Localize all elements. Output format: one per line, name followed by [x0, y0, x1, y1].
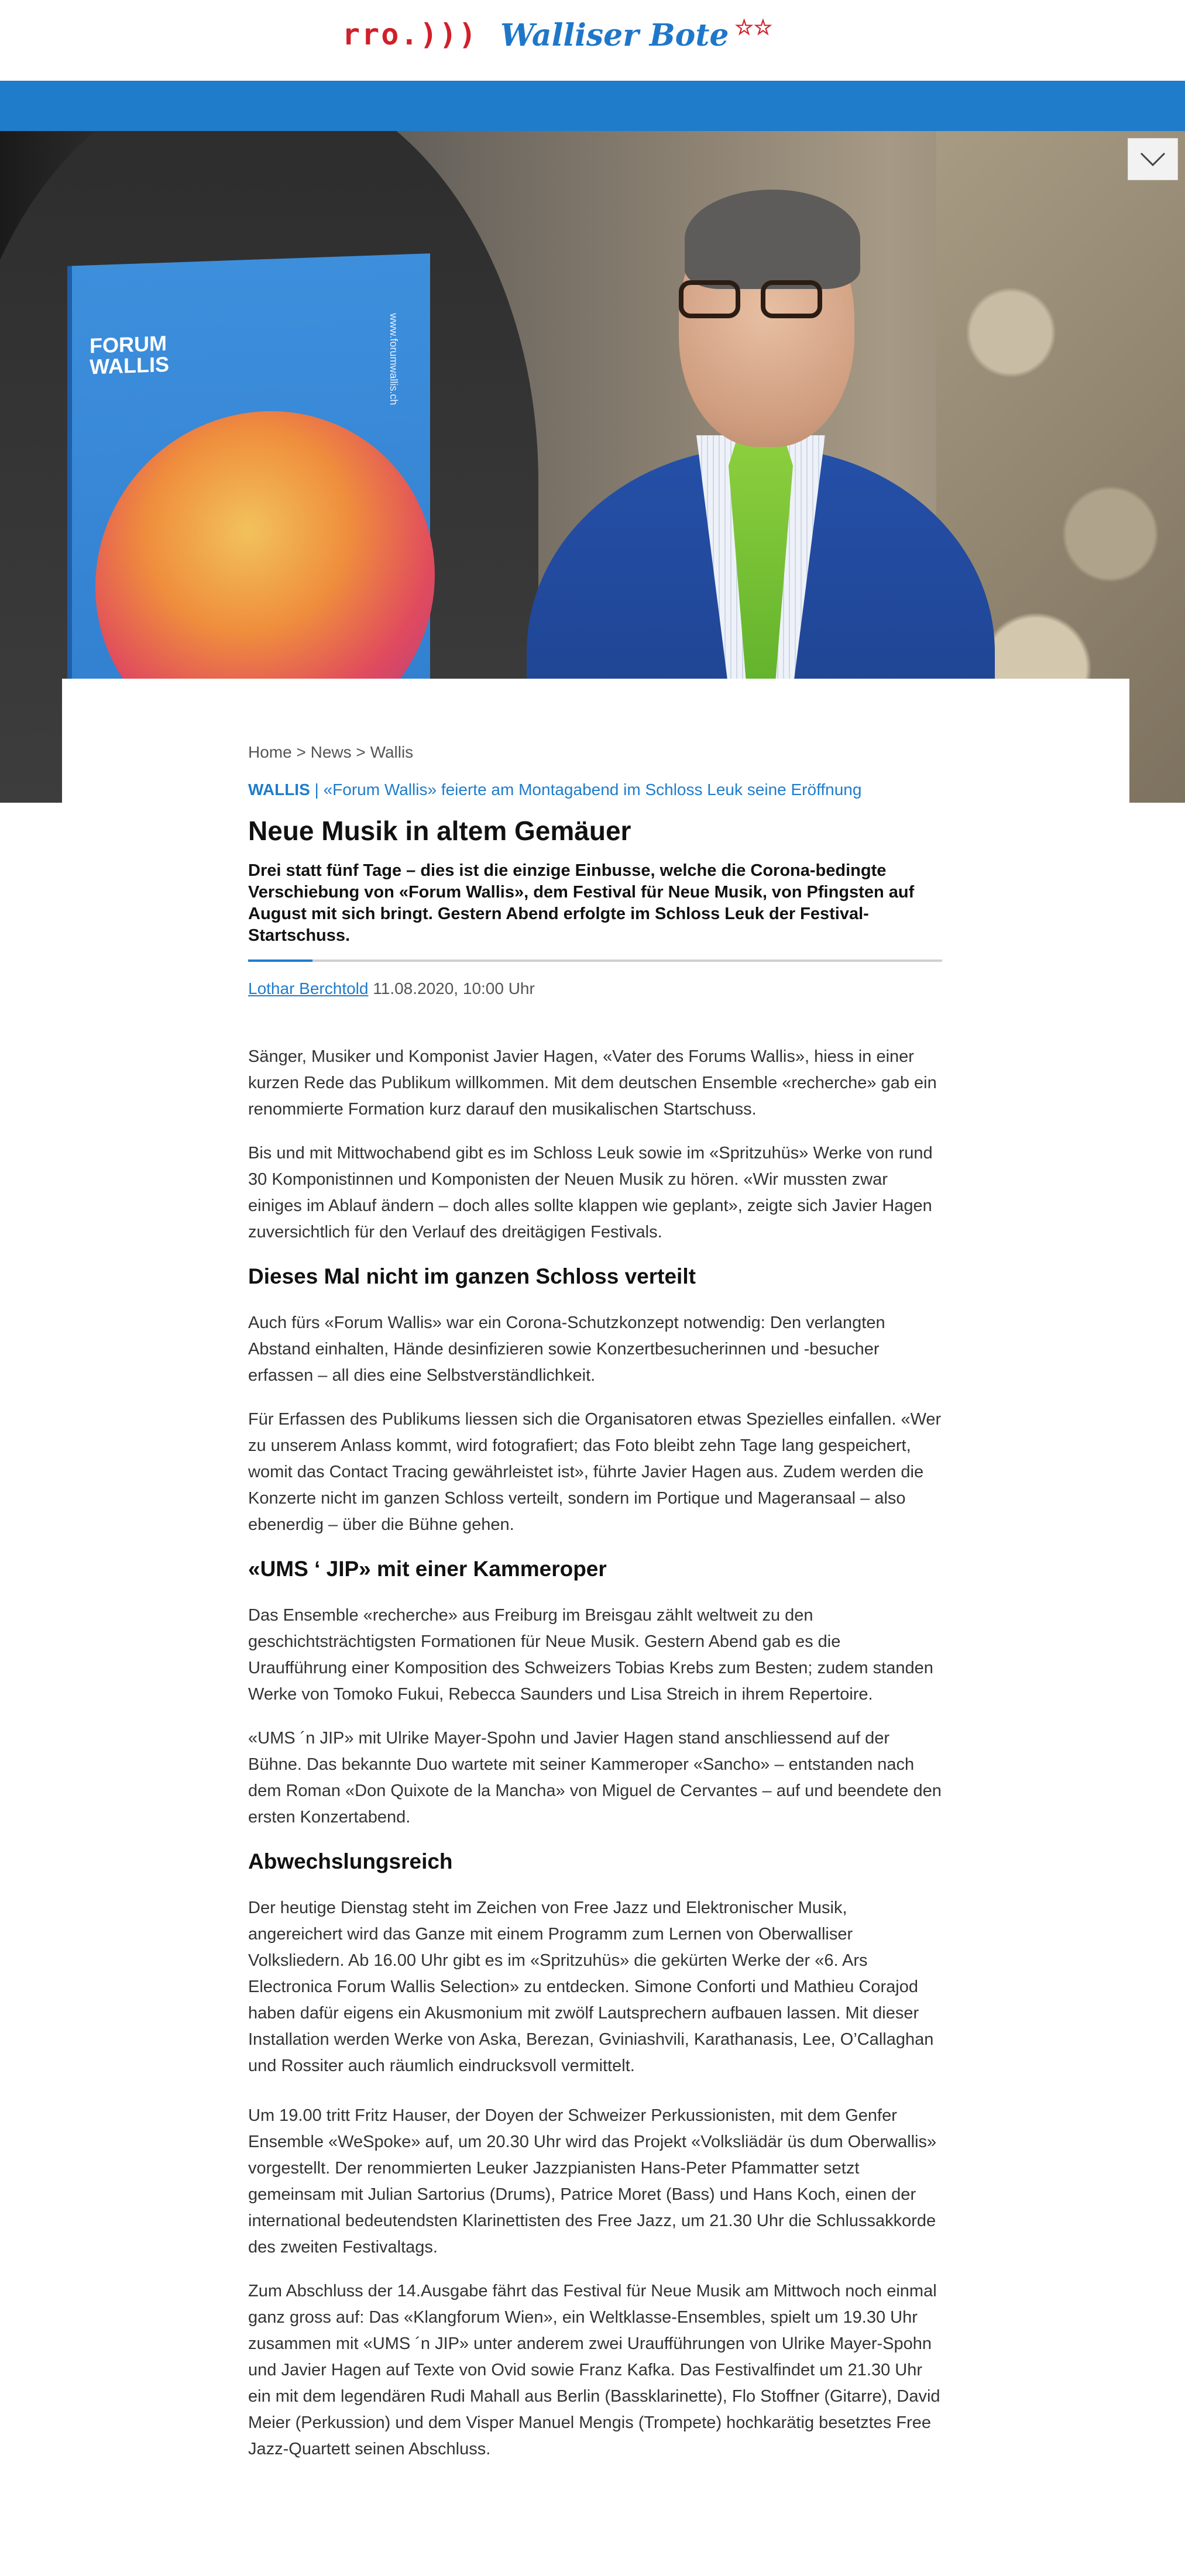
walliser-bote-logo[interactable]: [500, 15, 772, 53]
paragraph: Um 19.00 tritt Fritz Hauser, der Doyen der Schweizer Perkussionisten, mit dem Genfer Ensemble «WeSpoke» auf, um 20.30 Uhr wird das Projekt «Volksliädär üs dum Oberwallis» vorgestellt. Der renommierten Leuker Jazzpianisten Hans-Peter Pfammatter setzt gemeinsam mit Julian Sartorius (Drums), Patrice Moret (Bass) und Hans Koch, einen der international bedeutendsten Klarinettisten des Free Jazz, um 21.30 Uhr die Schlussakkorde des zweiten Festivaltags.: [248, 2106, 937, 2257]
subheading: Abwechslungsreich: [248, 1849, 453, 1873]
article-category[interactable]: WALLIS: [248, 780, 310, 799]
subheading: «UMS ‘ JIP» mit einer Kammeroper: [248, 1557, 607, 1581]
paragraph: Das Ensemble «recherche» aus Freiburg im Breisgau zählt weltweit zu den geschichtsträchtigsten Formationen für Neue Musik. Gestern Abend gab es die Uraufführung einer Komposition des Schweizers Tobias Krebs zum Besten; zudem standen Werke von Tomoko Fukui, Rebecca Saunders und Lisa Streich in ihrem Repertoire.: [248, 1606, 933, 1704]
walliser-bote-logo-text: Walliser Bote: [500, 18, 729, 53]
subheading: Dieses Mal nicht im ganzen Schloss verteilt: [248, 1264, 696, 1288]
collapse-button[interactable]: [1128, 138, 1178, 180]
paragraph: Auch fürs «Forum Wallis» war ein Corona-Schutzkonzept notwendig: Den verlangten Abstand einhalten, Hände desinfizieren sowie Konzertbesucherinnen und -besucher erfassen – all dies eine Selbstverständlichkeit.: [248, 1313, 885, 1385]
navigation-bar: [0, 81, 1185, 131]
breadcrumb-separator: >: [356, 743, 366, 761]
article-body: [248, 1044, 942, 2462]
paragraph: «UMS ´n JIP» mit Ulrike Mayer-Spohn und Javier Hagen stand anschliessend auf der Bühne. Das bekannte Duo wartete mit seiner Kammeroper «Sancho» – entstanden nach dem Roman «Don Quixote de la Mancha» von Miguel de Cervantes – auf und beendete den ersten Konzertabend.: [248, 1729, 942, 1827]
breadcrumb-separator: >: [296, 743, 306, 761]
breadcrumb-wallis[interactable]: Wallis: [370, 743, 414, 761]
breadcrumb: [248, 743, 942, 762]
lead-divider: [248, 959, 942, 962]
speaker-glasses: [679, 280, 825, 321]
breadcrumb-home[interactable]: Home: [248, 743, 292, 761]
article-kicker: [248, 780, 942, 799]
author-link[interactable]: Lothar Berchtold: [248, 979, 369, 998]
paragraph: Sänger, Musiker und Komponist Javier Hagen, «Vater des Forums Wallis», hiess in einer kurzen Rede das Publikum willkommen. Mit dem deutschen Ensemble «recherche» gab ein renommierte Formation kurz darauf den musikalischen Startschuss.: [248, 1047, 937, 1119]
breadcrumb-news[interactable]: News: [310, 743, 352, 761]
article: [248, 743, 942, 2480]
logo-stars-icon: ☆☆: [734, 15, 772, 40]
speaker-hair: [685, 190, 860, 289]
paragraph: Für Erfassen des Publikums liessen sich die Organisatoren etwas Spezielles einfallen. «Wer zu unserem Anlass kommt, wird fotografiert; das Foto bleibt zehn Tage lang gespeichert, womit das Contact Tracing gewährleistet ist», führte Javier Hagen aus. Zudem werden die Konzerte nicht im ganzen Schloss verteilt, sondern im Portique und Mageransaal – also ebenerdig – über die Bühne gehen.: [248, 1410, 942, 1534]
kicker-text: «Forum Wallis» feierte am Montagabend im Schloss Leuk seine Eröffnung: [323, 780, 862, 799]
divider-accent: [248, 959, 312, 962]
poster-url: www.forumwallis.ch: [388, 312, 400, 405]
kicker-separator: |: [314, 780, 319, 799]
article-byline: [248, 979, 942, 998]
paragraph: Bis und mit Mittwochabend gibt es im Schloss Leuk sowie im «Spritzuhüs» Werke von rund 30 Komponistinnen und Komponisten der Neuen Musik zu hören. «Wir mussten zwar einiges im Ablauf ändern – doch alles sollte klappen wie geplant», zeigte sich Javier Hagen zuversichtlich für den Verlauf des dreitägigen Festivals.: [248, 1144, 933, 1241]
publish-date: 11.08.2020, 10:00 Uhr: [373, 979, 535, 998]
article-headline: Neue Musik in altem Gemäuer: [248, 816, 631, 846]
site-header: [0, 0, 1185, 81]
paragraph: Zum Abschluss der 14.Ausgabe fährt das Festival für Neue Musik am Mittwoch noch einmal ganz gross auf: Das «Klangforum Wien», ein Weltklasse-Ensembles, spielt um 19.30 Uhr zusammen mit «UMS ´n JIP» unter anderem zwei Uraufführungen von Ulrike Mayer-Spohn und Javier Hagen auf Texte von Ovid sowie Franz Kafka. Das Festivalfindet um 21.30 Uhr ein mit dem legendären Rudi Mahall aus Berlin (Bassklarinette), Flo Stoffner (Gitarre), David Meier (Perkussion) und dem Visper Manuel Mengis (Trompete) hochkarätig besetztes Free Jazz-Quartett seinen Abschluss.: [248, 2282, 940, 2458]
paragraph: Der heutige Dienstag steht im Zeichen von Free Jazz und Elektronischer Musik, angereichert wird das Ganze mit einem Programm zum Lernen von Oberwalliser Volksliedern. Ab 16.00 Uhr gibt es im «Spritzuhüs» die gekürten Werke der «6. Ars Electronica Forum Wallis Selection» zu entdecken. Simone Conforti und Mathieu Corajod haben dafür eigens ein Akusmonium mit zwölf Lautsprechern aufbauen lassen. Mit dieser Installation werden Werke von Aska, Berezan, Gviniashvili, Karathanasis, Lee, O’Callaghan und Rossiter auch räumlich eindrucksvoll vermittelt.: [248, 1899, 934, 2075]
rro-logo[interactable]: rro.))): [342, 18, 478, 51]
poster-title: FORUM WALLIS: [90, 331, 169, 379]
article-lead: Drei statt fünf Tage – dies ist die einzige Einbusse, welche die Corona-bedingte Verschiebung von «Forum Wallis», dem Festival für Neue Musik, von Pfingsten auf August mit sich bringt. Gestern Abend erfolgte im Schloss Leuk der Festival-Startschuss.: [248, 861, 915, 945]
chevron-down-icon: [1140, 152, 1166, 166]
